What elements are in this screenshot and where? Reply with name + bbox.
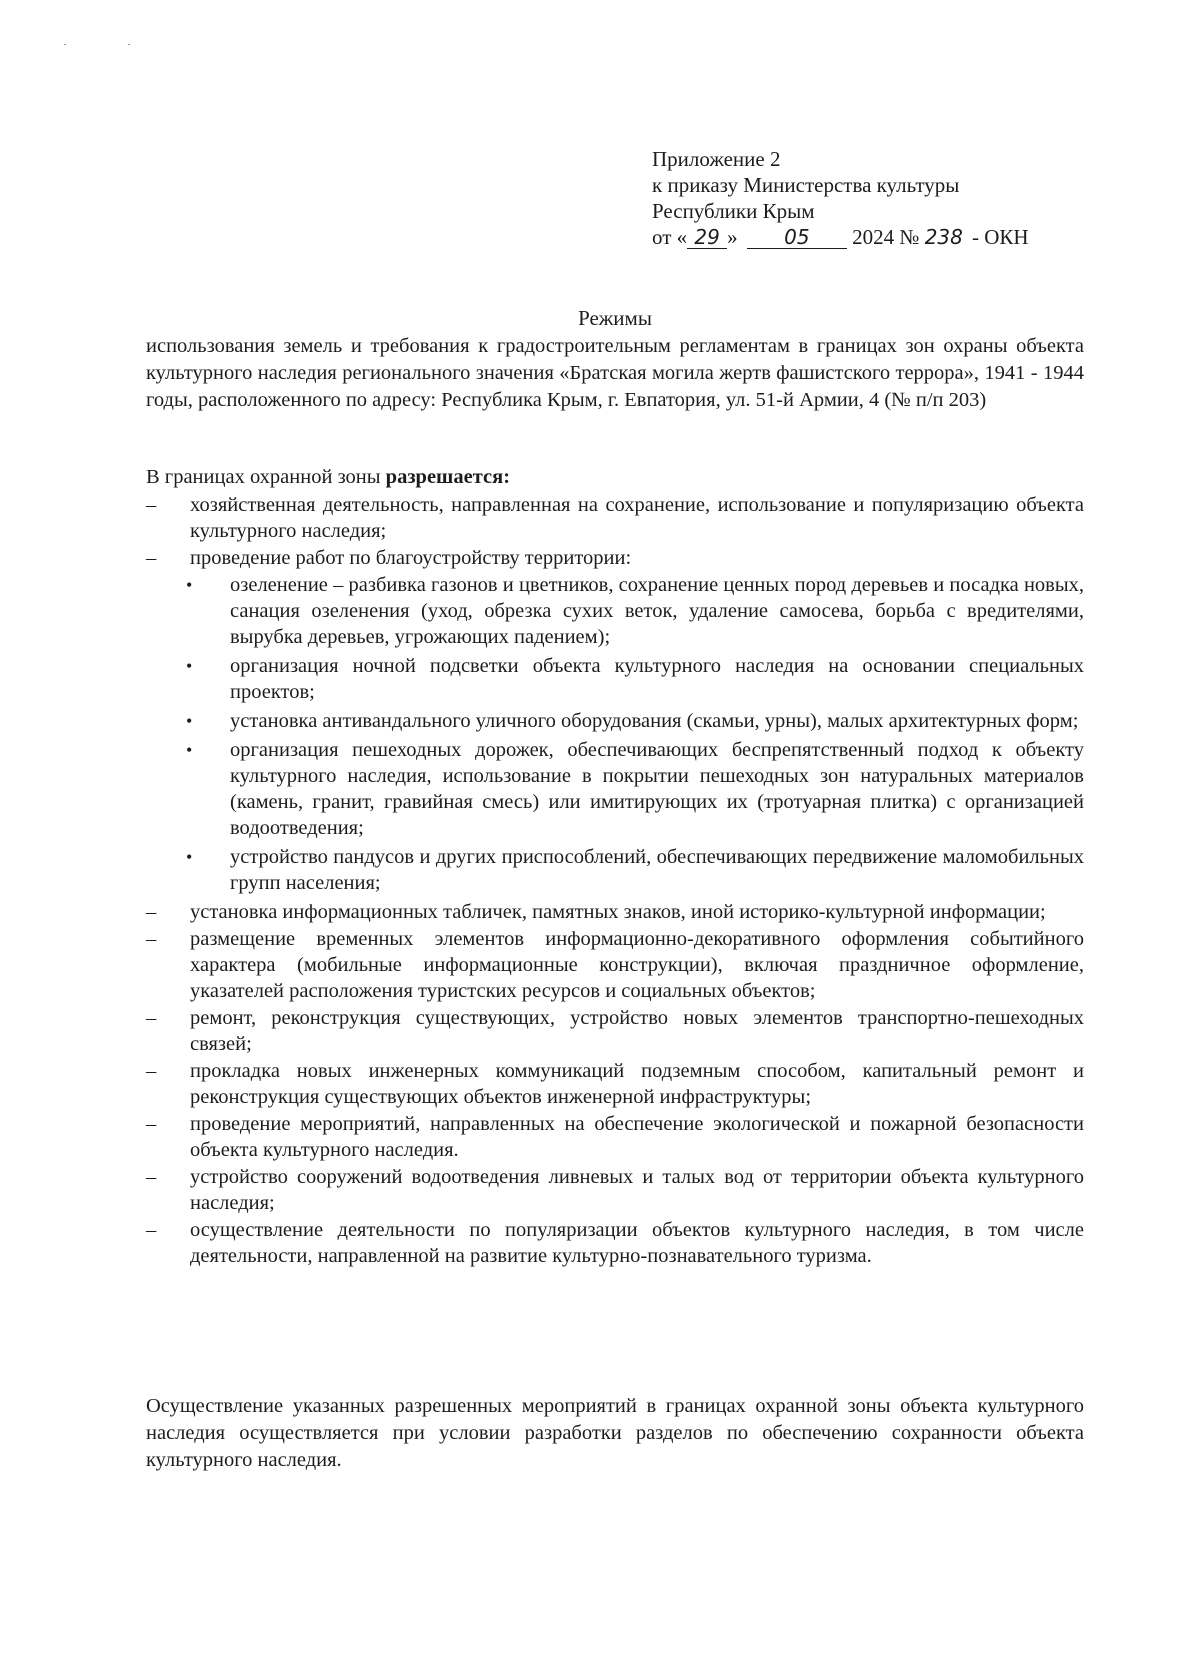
sublist-item-text: озеленение – разбивка газонов и цветников, сохранение ценных пород деревьев и посадка новых, санация озеленения (уход, обрезка сухих веток, удаление самосева, борьба с вредителями, вырубка деревьев, угрожающих падением); [230, 574, 1084, 648]
handwritten-number: 238 [924, 225, 963, 249]
landscaping-sublist [146, 572, 1084, 896]
sublist-item [146, 708, 1084, 734]
list-item-text: установка информационных табличек, памятных знаков, иной историко-культурной информации; [190, 901, 1046, 923]
list-item [146, 926, 1084, 1004]
list-item [146, 899, 1084, 925]
republic-name: Республики Крым [652, 199, 815, 223]
dash-marker: – [146, 1219, 157, 1241]
list-item [146, 545, 1084, 571]
list-item-text: ремонт, реконструкция существующих, устройство новых элементов транспортно-пешеходных связей; [190, 1007, 1084, 1055]
list-item [146, 1005, 1084, 1057]
list-item [146, 1164, 1084, 1216]
dash-marker: – [146, 1113, 157, 1135]
list-item-text: проведение работ по благоустройству территории: [190, 547, 632, 569]
list-item [146, 1058, 1084, 1110]
intro-text: В границах охранной зоны [146, 466, 386, 488]
list-item-text: проведение мероприятий, направленных на обеспечение экологической и пожарной безопасности объекта культурного наследия. [190, 1113, 1084, 1161]
order-date-line [652, 224, 1092, 250]
appendix-header [652, 146, 1092, 250]
bullet-marker: • [186, 656, 193, 676]
closing-paragraph: Осуществление указанных разрешенных мероприятий в границах охранной зоны объекта культурного наследия осуществляется при условии разработки разделов по обеспечению сохранности объекта культурного наследия. [146, 1395, 1084, 1471]
intro-line [146, 464, 1084, 490]
sublist-item [146, 653, 1084, 705]
order-suffix: - ОКН [971, 225, 1029, 249]
sublist-item [146, 737, 1084, 841]
dash-marker: – [146, 1007, 157, 1029]
bullet-marker: • [186, 847, 193, 867]
date-mid: » [727, 225, 738, 249]
dash-marker: – [146, 547, 157, 569]
list-item [146, 1217, 1084, 1269]
handwritten-month: 05 [784, 225, 810, 249]
sublist-item [146, 572, 1084, 650]
sublist-item-text: устройство пандусов и других приспособлений, обеспечивающих передвижение маломобильных групп населения; [230, 846, 1084, 894]
list-item-text: осуществление деятельности по популяризации объектов культурного наследия, в том числе деятельности, направленной на развитие культурно-познавательного туризма. [190, 1219, 1084, 1267]
order-year: 2024 № [852, 225, 920, 249]
list-item-text: хозяйственная деятельность, направленная на сохранение, использование и популяризацию объекта культурного наследия; [190, 494, 1084, 542]
document-subtitle: использования земель и требования к градостроительным регламентам в границах зон охраны объекта культурного наследия регионального значения «Братская могила жертв фашистского террора», 1941 - 1944 годы, расположенного по адресу: Республика Крым, г. Евпатория, ул. 51-й Армии, 4 (№ п/п 203) [146, 335, 1084, 411]
permitted-list [146, 492, 1084, 571]
handwritten-day: 29 [694, 225, 720, 249]
sublist-item [146, 844, 1084, 896]
list-item-text: устройство сооружений водоотведения ливневых и талых вод от территории объекта культурного наследия; [190, 1166, 1084, 1214]
list-item [146, 492, 1084, 544]
scan-mark [128, 44, 130, 45]
sublist-item-text: организация ночной подсветки объекта культурного наследия на основании специальных проектов; [230, 655, 1084, 703]
scan-mark [64, 44, 66, 45]
dash-marker: – [146, 494, 157, 516]
sublist-item-text: установка антивандального уличного оборудования (скамьи, урны), малых архитектурных форм; [230, 710, 1079, 732]
bullet-marker: • [186, 711, 193, 731]
dash-marker: – [146, 1166, 157, 1188]
list-item-text: размещение временных элементов информационно-декоративного оформления событийного характера (мобильные информационные конструкции), включая праздничное оформление, указателей расположения туристских ресурсов и социальных объектов; [190, 928, 1084, 1002]
order-reference: к приказу Министерства культуры [652, 173, 960, 197]
sublist-item-text: организация пешеходных дорожек, обеспечивающих беспрепятственный подход к объекту культурного наследия, использование в покрытии пешеходных зон натуральных материалов (камень, гранит, гравийная смесь) или имитирующих их (тротуарная плитка) с организацией водоотведения; [230, 739, 1084, 839]
list-item-text: прокладка новых инженерных коммуникаций подземным способом, капитальный ремонт и реконструкция существующих объектов инженерной инфраструктуры; [190, 1060, 1084, 1108]
dash-marker: – [146, 901, 157, 923]
appendix-label: Приложение 2 [652, 147, 781, 171]
bullet-marker: • [186, 740, 193, 760]
dash-marker: – [146, 1060, 157, 1082]
list-item [146, 1111, 1084, 1163]
date-prefix: от « [652, 225, 688, 249]
bullet-marker: • [186, 575, 193, 595]
dash-marker: – [146, 928, 157, 950]
intro-bold: разрешается: [385, 466, 511, 488]
permitted-list-continued [146, 899, 1084, 1269]
permitted-activities [146, 464, 1084, 1270]
document-title: Режимы [578, 306, 652, 330]
